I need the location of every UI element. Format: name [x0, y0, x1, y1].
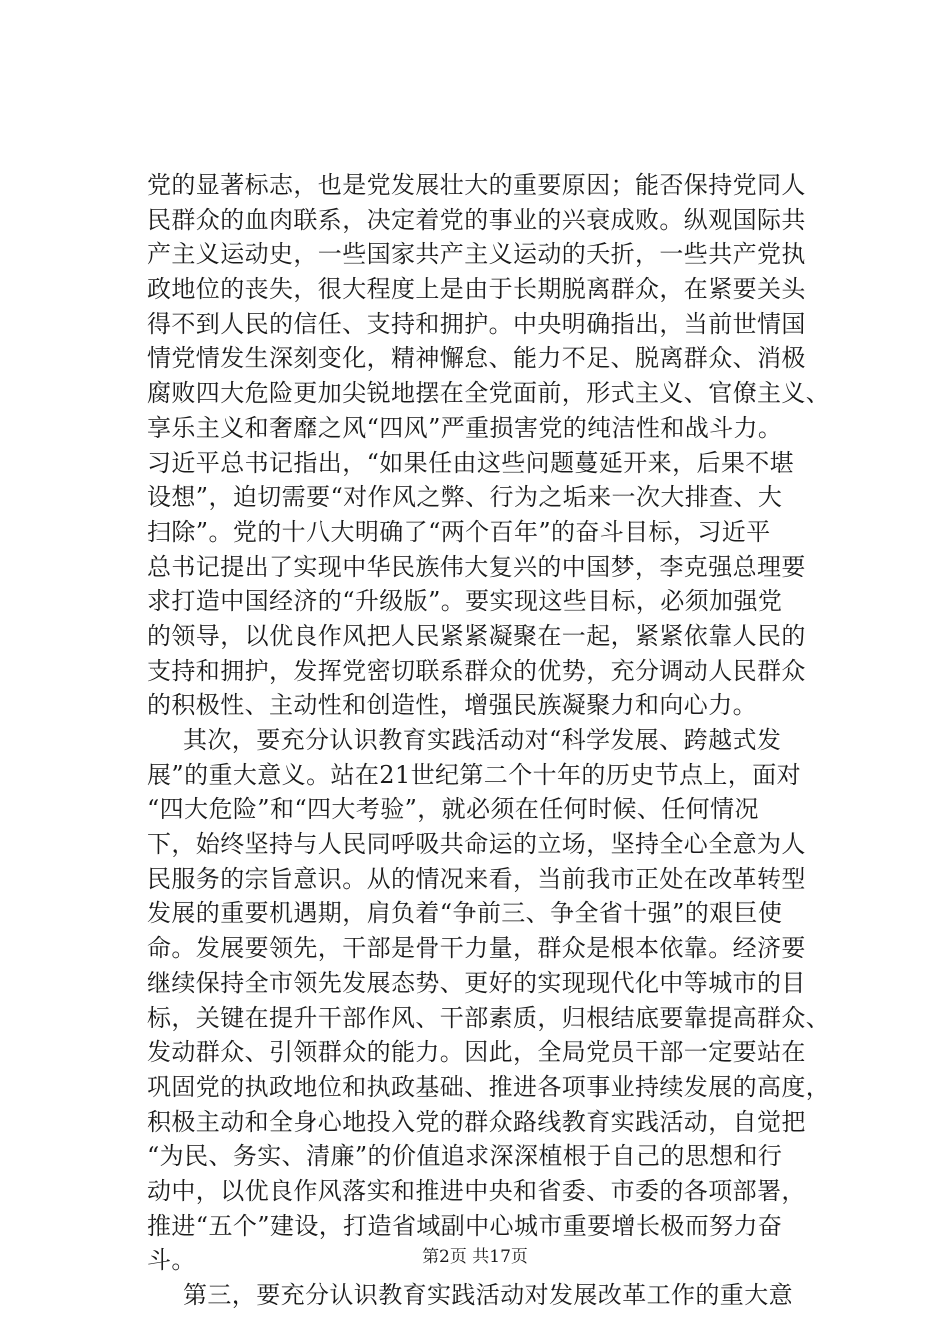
text-line: 的积极性、主动性和创造性，增强民族凝聚力和向心力。: [147, 691, 757, 720]
text-line: 发动群众、引领群众的能力。因此，全局党员干部一定要站在: [147, 1038, 806, 1067]
text-line: 产主义运动史，一些国家共产主义运动的夭折，一些共产党执: [147, 240, 806, 269]
text-line: 发展的重要机遇期，肩负着“争前三、争全省十强”的艰巨使: [147, 899, 783, 928]
text-line: 斗。: [147, 1246, 196, 1275]
text-line: 支持和拥护，发挥党密切联系群众的优势，充分调动人民群众: [147, 656, 806, 685]
text-line: 动中，以优良作风落实和推进中央和省委、市委的各项部署，: [147, 1176, 806, 1205]
text-line: 总书记提出了实现中华民族伟大复兴的中国梦，李克强总理要: [147, 552, 806, 581]
paragraph-start-line: 其次，要充分认识教育实践活动对“科学发展、跨越式发: [183, 726, 782, 754]
page-footer: 第2页 共17页: [422, 1247, 528, 1267]
text-line: 积极主动和全身心地投入党的群众路线教育实践活动，自觉把: [147, 1107, 806, 1136]
text-line: “四大危险”和“四大考验”，就必须在任何时候、任何情况: [147, 795, 759, 824]
text-line: 展”的重大意义。站在21世纪第二个十年的历史节点上，面对: [147, 760, 802, 789]
text-line: 的领导，以优良作风把人民紧紧凝聚在一起，紧紧依靠人民的: [147, 621, 806, 650]
text-line: 扫除”。党的十八大明确了“两个百年”的奋斗目标，习近平: [147, 517, 771, 546]
text-line: 继续保持全市领先发展态势、更好的实现现代化中等城市的目: [147, 968, 806, 997]
text-line: 得不到人民的信任、支持和拥护。中央明确指出，当前世情国: [147, 309, 806, 338]
text-line: 巩固党的执政地位和执政基础、推进各项事业持续发展的高度，: [147, 1072, 831, 1101]
text-line: 政地位的丧失，很大程度上是由于长期脱离群众，在紧要关头: [147, 275, 806, 304]
text-line: 腐败四大危险更加尖锐地摆在全党面前，形式主义、官僚主义、: [147, 379, 831, 408]
body-text: [147, 168, 847, 1313]
text-line: 享乐主义和奢靡之风“四风”严重损害党的纯洁性和战斗力。: [147, 413, 783, 442]
text-line: 民服务的宗旨意识。从的情况来看，当前我市正处在改革转型: [147, 864, 806, 893]
text-line: 党的显著标志，也是党发展壮大的重要原因；能否保持党同人: [147, 171, 806, 199]
text-line: 情党情发生深刻变化，精神懈怠、能力不足、脱离群众、消极: [147, 344, 806, 373]
text-line: 标，关键在提升干部作风、干部素质，归根结底要靠提高群众、: [147, 1003, 831, 1032]
text-line: 设想”，迫切需要“对作风之弊、行为之垢来一次大排查、大: [147, 483, 783, 512]
text-line: 习近平总书记指出，“如果任由这些问题蔓延开来，后果不堪: [147, 448, 795, 477]
paragraph-start-line: 第三，要充分认识教育实践活动对发展改革工作的重大意: [183, 1281, 793, 1309]
text-line: 民群众的血肉联系，决定着党的事业的兴衰成败。纵观国际共: [147, 205, 806, 234]
text-line: 推进“五个”建设，打造省域副中心城市重要增长极而努力奋: [147, 1211, 783, 1240]
text-line: 命。发展要领先，干部是骨干力量，群众是根本依靠。经济要: [147, 934, 806, 963]
text-line: 下，始终坚持与人民同呼吸共命运的立场，坚持全心全意为人: [147, 830, 806, 859]
text-line: “为民、务实、清廉”的价值追求深深植根于自己的思想和行: [147, 1142, 783, 1171]
text-line: 求打造中国经济的“升级版”。要实现这些目标，必须加强党: [147, 587, 783, 616]
